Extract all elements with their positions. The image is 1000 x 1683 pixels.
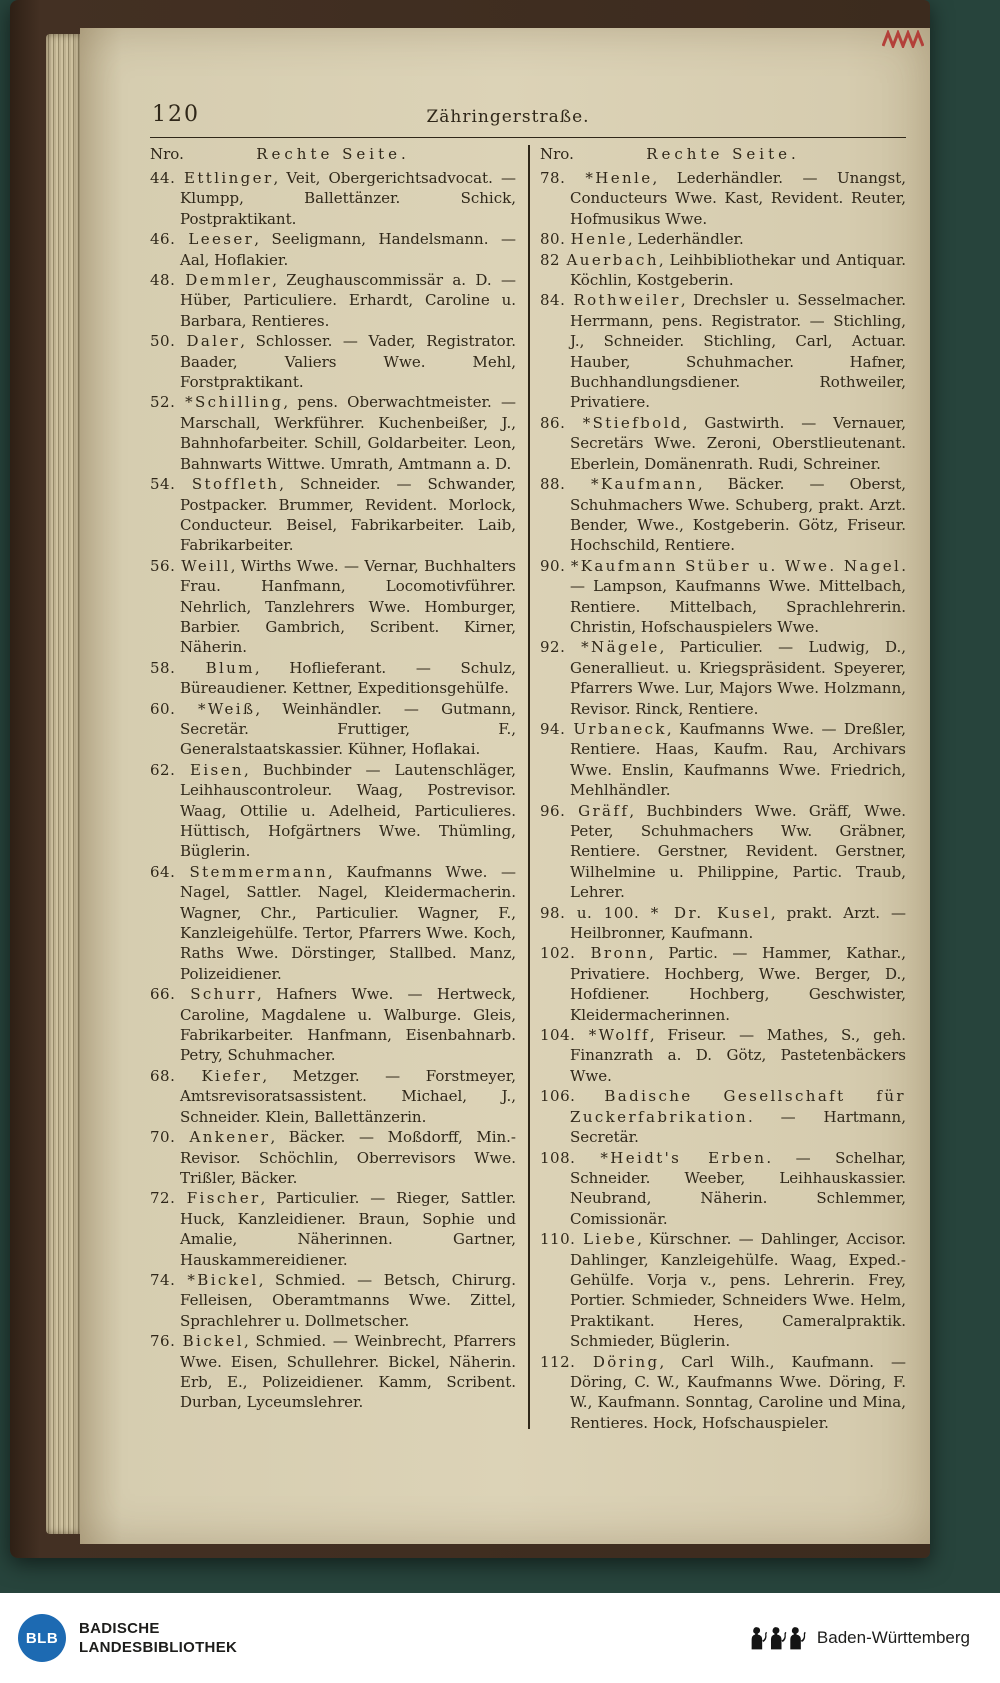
entry-number: 102. bbox=[540, 944, 591, 963]
library-name-line1: BADISCHE bbox=[79, 1620, 160, 1637]
column-header-right bbox=[540, 145, 906, 168]
entry-number: 62. bbox=[150, 760, 190, 779]
entry-number: 98. u. 100. bbox=[540, 903, 651, 922]
entry-text: , Particulier. — Rieger, Sattler. Huck, Kanzleidiener. Braun, Sophie und Amalie, Näherinnen. Gartner, Hauskammereidiener. bbox=[180, 1189, 517, 1269]
owner-name: Weill bbox=[181, 556, 231, 575]
owner-name: *Wolff bbox=[588, 1026, 650, 1045]
entry-number: 78. bbox=[540, 169, 586, 187]
directory-entry bbox=[150, 392, 516, 474]
entry-text: , Veit, Obergerichtsadvocat. — Klumpp, Ballettänzer. Schick, Postpraktikant. bbox=[180, 169, 516, 228]
entry-number: 68. bbox=[150, 1066, 202, 1085]
entry-number: 46. bbox=[150, 230, 189, 249]
directory-entry bbox=[540, 943, 906, 1025]
directory-entry bbox=[150, 331, 516, 392]
entry-number: 52. bbox=[150, 393, 186, 412]
owner-name: Fischer bbox=[186, 1189, 261, 1208]
entry-number: 80. bbox=[540, 230, 571, 249]
entry-text: , Gastwirth. — Vernauer, Secretärs Wwe. Zeroni, Oberstlieutenant. Eberlein, Domänenrath. Rudi, Schreiner. bbox=[570, 413, 907, 473]
entry-text: , Lederhändler. bbox=[627, 230, 744, 249]
entry-number: 94. bbox=[540, 719, 574, 738]
running-title: Zähringerstraße. bbox=[426, 107, 590, 127]
entry-text: , Lederhändler. — Unangst, Conducteurs Wwe. Kast, Revident. Reuter, Hofmusikus Wwe. bbox=[570, 169, 906, 228]
owner-name: Blum bbox=[205, 658, 255, 677]
library-name bbox=[79, 1619, 237, 1657]
entry-text: , pens. Oberwachtmeister. — Marschall, Werkführer. Kuchenbeißer, J., Bahnhofarbeiter. Schill, Goldarbeiter. Leon, Bahnwarts Wittwe. Umrath, Amtmann a. D. bbox=[180, 393, 516, 473]
column-header-side: Rechte Seite. bbox=[646, 145, 800, 163]
library-footer-bar bbox=[0, 1593, 1000, 1683]
directory-entry bbox=[540, 637, 906, 719]
page-edges bbox=[46, 34, 80, 1534]
owner-name: Döring bbox=[592, 1352, 660, 1371]
owner-name: Daler bbox=[186, 332, 241, 351]
owner-name: Badische Gesellschaft für Zuckerfabrikation bbox=[570, 1087, 907, 1126]
directory-entry bbox=[150, 1066, 516, 1127]
left-column bbox=[150, 145, 516, 1433]
owner-name: *Weiß bbox=[198, 699, 256, 718]
column-header-side: Rechte Seite. bbox=[256, 145, 410, 163]
owner-name: Rothweiler bbox=[573, 291, 681, 310]
entry-number: 60. bbox=[150, 699, 199, 718]
owner-name: *Heidt's Erben bbox=[600, 1148, 767, 1167]
entry-text: , Zeughauscommissär a. D. — Hüber, Particuliere. Erhardt, Caroline u. Barbara, Rentieres. bbox=[180, 271, 516, 330]
page-header bbox=[150, 102, 906, 134]
blb-logo-icon: BLB bbox=[18, 1614, 66, 1662]
entry-text: , prakt. Arzt. — Heilbronner, Kaufmann. bbox=[570, 903, 906, 943]
owner-name: Stemmermann bbox=[189, 862, 329, 881]
directory-entry bbox=[540, 290, 906, 412]
entry-number: 84. bbox=[540, 291, 574, 310]
owner-name: Eisen bbox=[190, 760, 244, 779]
entry-number: 66. bbox=[150, 985, 191, 1004]
entry-text: , Schmied. — Betsch, Chirurg. Felleisen, Oberamtmanns Wwe. Zittel, Sprachlehrer u. Dollmetscher. bbox=[180, 1270, 516, 1330]
entry-number: 48. bbox=[150, 271, 186, 290]
entry-text: , Hafners Wwe. — Hertweck, Caroline, Magdalene u. Walburge. Gleis, Fabrikarbeiter. Hanfmann, Eisenbahnarb. Petry, Schuhmacher. bbox=[180, 985, 517, 1065]
directory-entry bbox=[150, 1331, 516, 1413]
header-rule bbox=[150, 137, 906, 138]
red-bookmark-mark bbox=[882, 30, 924, 52]
column-header-nro: Nro. bbox=[540, 145, 574, 163]
entry-number: 112. bbox=[540, 1352, 593, 1371]
entry-text: , Drechsler u. Sesselmacher. Herrmann, pens. Registrator. — Stichling, J., Schneider. Stichling, Carl, Actuar. Hauber, Schuhmacher. Hafner, Buchhandlungsdiener. Rothweiler, Privatiere. bbox=[570, 291, 907, 412]
directory-entry bbox=[540, 719, 906, 801]
entry-text: . — Lampson, Kaufmanns Wwe. Mittelbach, Rentiere. Mittelbach, Sprachlehrerin. Christin, Hofschauspielers Wwe. bbox=[570, 556, 907, 636]
directory-entry bbox=[540, 1229, 906, 1351]
entry-text: , Schmied. — Weinbrecht, Pfarrers Wwe. Eisen, Schullehrer. Bickel, Näherin. Erb, E., Polizeidiener. Kamm, Scribent. Durban, Lyceumslehrer. bbox=[180, 1332, 517, 1412]
right-column bbox=[540, 145, 906, 1433]
entry-number: 104. bbox=[540, 1026, 589, 1045]
entry-number: 88. bbox=[540, 475, 591, 494]
owner-name: Demmler bbox=[185, 271, 273, 290]
entry-text: , Carl Wilh., Kaufmann. — Döring, C. W., Kaufmanns Wwe. Döring, F. W., Kaufmann. Sonntag, Caroline und Mina, Rentieres. Hock, Hofschauspieler. bbox=[570, 1352, 906, 1432]
entry-text: , Schneider. — Schwander, Postpacker. Brummer, Revident. Morlock, Conducteur. Beisel, Fabrikarbeiter. Laib, Fabrikarbeiter. bbox=[180, 475, 516, 555]
owner-name: *Nägele bbox=[581, 638, 660, 657]
directory-entry bbox=[540, 1025, 906, 1086]
page-number: 120 bbox=[152, 102, 200, 127]
owner-name: Auerbach bbox=[566, 250, 659, 269]
directory-entry bbox=[150, 862, 516, 984]
entry-text: , Seeligmann, Handelsmann. — Aal, Hoflakier. bbox=[180, 230, 516, 269]
region-label: Baden-Württemberg bbox=[816, 1628, 970, 1647]
entry-text: , Kaufmanns Wwe. — Dreßler, Rentiere. Haas, Kaufm. Rau, Archivars Wwe. Enslin, Kaufmanns Wwe. Friedrich, Mehlhändler. bbox=[570, 719, 906, 800]
entry-number: 82 bbox=[540, 250, 567, 269]
entry-text: , Buchbinder — Lautenschläger, Leihhauscontroleur. Waag, Postrevisor. Waag, Ottilie u. Adelheid, Particulieres. Hüttisch, Hofgärtners Wwe. Thümling, Büglerin. bbox=[180, 760, 516, 861]
entry-text: . — Schelhar, Schneider. Weeber, Leihhauskassier. Neubrand, Näherin. Schlemmer, Comissionär. bbox=[570, 1148, 906, 1228]
directory-entry bbox=[540, 474, 906, 556]
entry-text: , Friseur. — Mathes, S., geh. Finanzrath a. D. Götz, Pastetenbäckers Wwe. bbox=[570, 1026, 907, 1085]
entry-text: , Particulier. — Ludwig, D., Generallieut. u. Kriegspräsident. Speyerer, Pfarrers Wwe. Lur, Majors Wwe. Holzmann, Revisor. Rinck, Rentiere. bbox=[570, 638, 907, 718]
directory-entry bbox=[540, 801, 906, 903]
entry-text: , Kürschner. — Dahlinger, Accisor. Dahlinger, Kanzleigehülfe. Waag, Exped.-Gehülfe. Vorja v., pens. Lehrerin. Frey, Portier. Schmieder, Schneiders Wwe. Helm, Praktikant. Heres, Cameralpraktik. Schmieder, Büglerin. bbox=[570, 1230, 906, 1351]
directory-entry bbox=[540, 168, 906, 229]
owner-name: Henle bbox=[570, 230, 628, 249]
directory-entry bbox=[540, 1352, 906, 1434]
column-header-nro: Nro. bbox=[150, 145, 184, 163]
directory-entry bbox=[540, 229, 906, 249]
directory-entry bbox=[150, 270, 516, 331]
directory-entry bbox=[150, 556, 516, 658]
owner-name: Liebe bbox=[583, 1230, 638, 1249]
owner-name: *Henle bbox=[585, 169, 653, 187]
owner-name: Leeser bbox=[188, 230, 255, 249]
entry-number: 106. bbox=[540, 1087, 605, 1106]
red-zigzag-icon bbox=[882, 30, 924, 48]
library-name-line2: LANDESBIBLIOTHEK bbox=[79, 1639, 238, 1656]
entry-text: , Buchbinders Wwe. Gräff, Wwe. Peter, Schuhmachers Ww. Gräbner, Rentiere. Gerstner, Revident. Gerstner, Wilhelmine u. Philippine, Partic. Traub, Lehrer. bbox=[570, 801, 906, 902]
entry-number: 110. bbox=[540, 1230, 584, 1249]
entry-number: 44. bbox=[150, 169, 184, 187]
entry-text: , Schlosser. — Vader, Registrator. Baader, Valiers Wwe. Mehl, Forstpraktikant. bbox=[180, 332, 516, 392]
owner-name: *Bickel bbox=[187, 1270, 259, 1289]
owner-name: Bronn bbox=[590, 944, 649, 963]
scanned-page bbox=[80, 28, 930, 1544]
directory-entry bbox=[150, 1127, 516, 1188]
owner-name: Gräff bbox=[578, 801, 630, 820]
entry-text: , Bäcker. — Oberst, Schuhmachers Wwe. Schuberg, prakt. Arzt. Bender, Wwe., Kostgeberin. Götz, Friseur. Hochschild, Rentiere. bbox=[570, 475, 907, 555]
owner-name: * Dr. Kusel bbox=[650, 903, 771, 922]
entry-number: 56. bbox=[150, 556, 182, 575]
directory-entry bbox=[540, 1086, 906, 1147]
entry-text: , Partic. — Hammer, Kathar., Privatiere. Hochberg, Wwe. Berger, D., Hofdiener. Hochberg, Geschwister, Kleidermacherinnen. bbox=[570, 944, 906, 1024]
owner-name: Ettlinger bbox=[184, 169, 274, 187]
entry-number: 76. bbox=[150, 1332, 183, 1351]
owner-name: *Schilling bbox=[185, 393, 284, 412]
entry-number: 92. bbox=[540, 638, 582, 657]
entry-text: , Hoflieferant. — Schulz, Büreaudiener. Kettner, Expeditionsgehülfe. bbox=[180, 658, 517, 698]
coat-of-arms-icon bbox=[749, 1624, 807, 1652]
entry-text: . — Hartmann, Secretär. bbox=[570, 1107, 906, 1147]
entry-text: , Bäcker. — Moßdorff, Min.-Revisor. Schöchlin, Oberrevisors Wwe. Trißler, Bäcker. bbox=[180, 1128, 516, 1187]
entry-text: , Leihbibliothekar und Antiquar. Köchlin, Kostgeberin. bbox=[570, 250, 906, 290]
entry-text: , Kaufmanns Wwe. — Nagel, Sattler. Nagel, Kleidermacherin. Wagner, Chr., Particulier. Wagner, F., Kanzleigehülfe. Tertor, Pfarrers Wwe. Koch, Raths Wwe. Dörstinger, Stallbed. Manz, Polizeidiener. bbox=[180, 862, 517, 983]
directory-entry bbox=[150, 474, 516, 556]
entry-text: , Weinhändler. — Gutmann, Secretär. Fruttiger, F., Generalstaatskassier. Kühner, Hoflakai. bbox=[180, 699, 516, 759]
directory-columns bbox=[150, 145, 906, 1433]
owner-name: Ankener bbox=[189, 1128, 271, 1147]
owner-name: Stoffleth bbox=[191, 475, 280, 494]
directory-entry bbox=[150, 229, 516, 270]
directory-entry bbox=[540, 413, 906, 474]
owner-name: Bickel bbox=[182, 1332, 244, 1351]
directory-entry bbox=[150, 699, 516, 760]
entry-number: 108. bbox=[540, 1148, 601, 1167]
entry-number: 72. bbox=[150, 1189, 187, 1208]
owner-name: Schurr bbox=[190, 985, 257, 1004]
directory-entry bbox=[540, 556, 906, 638]
entry-number: 74. bbox=[150, 1270, 188, 1289]
column-header-left bbox=[150, 145, 516, 168]
baden-wuerttemberg-logo bbox=[749, 1624, 970, 1652]
blb-logo bbox=[18, 1614, 237, 1662]
page-content bbox=[150, 102, 906, 1433]
owner-name: Kiefer bbox=[201, 1066, 263, 1085]
directory-entry bbox=[150, 760, 516, 862]
directory-entry bbox=[150, 1188, 516, 1270]
directory-entry bbox=[150, 168, 516, 229]
owner-name: *Kaufmann Stüber u. Wwe. Nagel bbox=[570, 556, 902, 575]
owner-name: *Stiefbold bbox=[582, 413, 683, 432]
entry-number: 86. bbox=[540, 413, 583, 432]
entry-number: 70. bbox=[150, 1128, 190, 1147]
directory-entry bbox=[150, 1270, 516, 1331]
directory-entry bbox=[150, 658, 516, 699]
owner-name: Urbaneck bbox=[573, 719, 667, 738]
entry-number: 54. bbox=[150, 475, 192, 494]
directory-entry bbox=[150, 984, 516, 1066]
entry-text: , Wirths Wwe. — Vernar, Buchhalters Frau. Hanfmann, Locomotivführer. Nehrlich, Tanzlehrers Wwe. Homburger, Barbier. Gambrich, Scribent. Kirner, Näherin. bbox=[180, 556, 516, 657]
entry-number: 50. bbox=[150, 332, 187, 351]
entry-number: 90. bbox=[540, 556, 571, 575]
owner-name: *Kaufmann bbox=[590, 475, 698, 494]
entry-text: , Metzger. — Forstmeyer, Amtsrevisoratsassistent. Michael, J., Schneider. Klein, Ballettänzerin. bbox=[180, 1066, 517, 1126]
directory-entry bbox=[540, 1148, 906, 1230]
entry-number: 64. bbox=[150, 862, 190, 881]
directory-entry bbox=[540, 903, 906, 944]
entry-number: 58. bbox=[150, 658, 206, 677]
entry-number: 96. bbox=[540, 801, 579, 820]
directory-entry bbox=[540, 250, 906, 291]
